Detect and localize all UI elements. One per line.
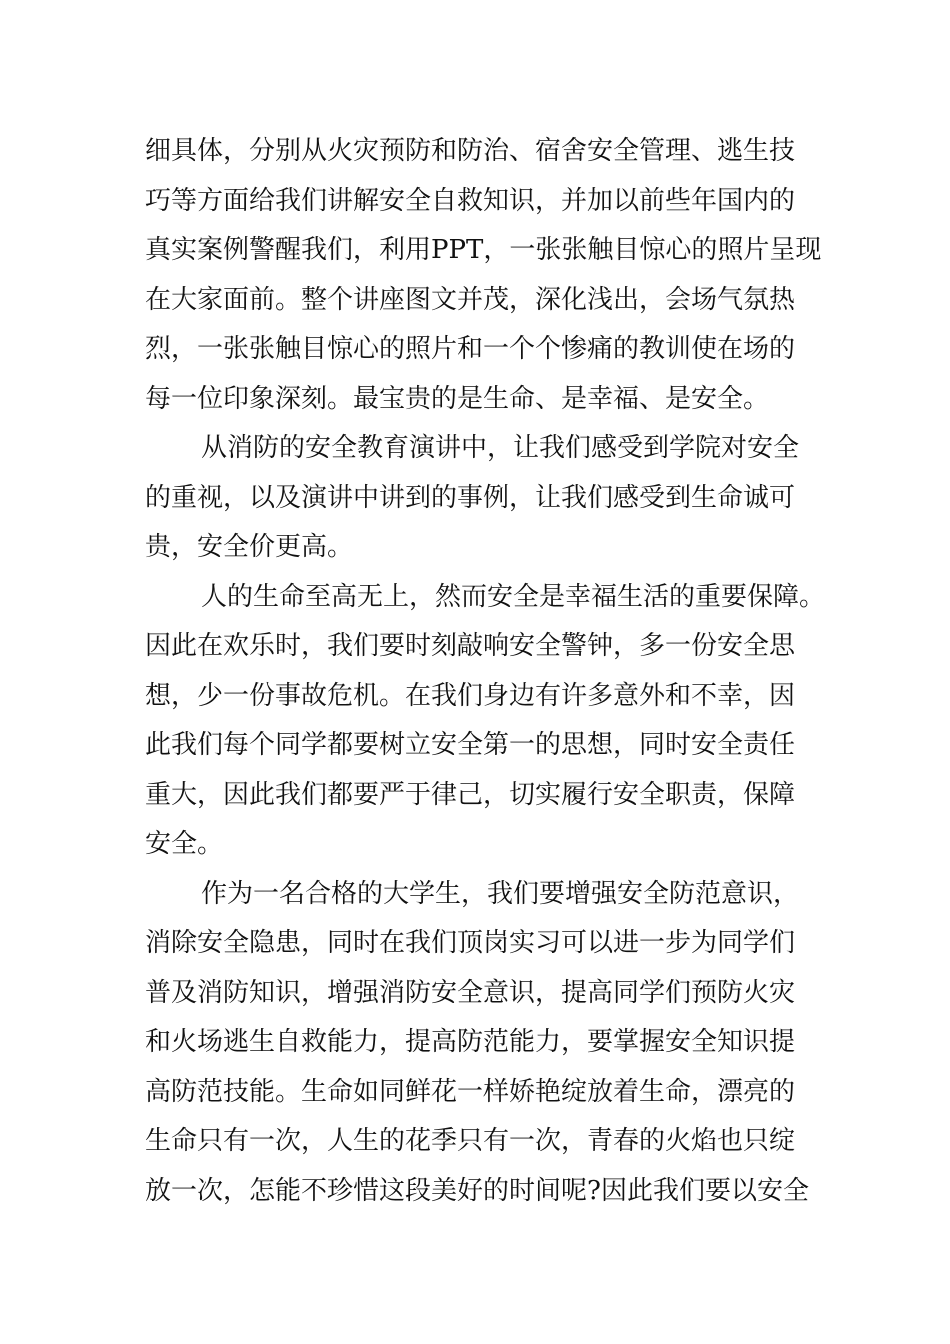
paragraph-2	[145, 424, 817, 573]
text-line: 此我们每个同学都要树立安全第一的思想，同时安全责任	[145, 730, 796, 760]
text-line: 想，少一份事故危机。在我们身边有许多意外和不幸，因	[145, 680, 796, 711]
text-line: 和火场逃生自救能力，提高防范能力，要掌握安全知识提	[145, 1027, 796, 1057]
text-line: 作为一名合格的大学生，我们要增强安全防范意识，	[201, 878, 800, 909]
text-line: 在大家面前。整个讲座图文并茂，深化浅出，会场气氛热	[145, 284, 796, 315]
text-line: 人的生命至高无上，然而安全是幸福生活的重要保障。	[201, 581, 826, 612]
text-line: 真实案例警醒我们，利用PPT，一张张触目惊心的照片呈现	[145, 235, 822, 265]
document-body	[145, 127, 826, 1216]
text-line: 普及消防知识，增强消防安全意识，提高同学们预防火灾	[145, 977, 796, 1008]
text-line: 的重视，以及演讲中讲到的事例，让我们感受到生命诚可	[145, 482, 796, 513]
paragraph-4	[145, 870, 817, 1217]
text-line: 安全。	[145, 829, 224, 859]
paragraph-1	[145, 127, 822, 424]
text-line: 每一位印象深刻。最宝贵的是生命、是幸福、是安全。	[145, 383, 770, 414]
text-line: 重大，因此我们都要严于律己，切实履行安全职责，保障	[145, 779, 796, 810]
text-line: 生命只有一次，人生的花季只有一次，青春的火焰也只绽	[145, 1126, 796, 1156]
text-line: 细具体，分别从火灾预防和防治、宿舍安全管理、逃生技	[145, 136, 796, 166]
text-line: 从消防的安全教育演讲中，让我们感受到学院对安全	[201, 433, 800, 463]
text-line: 烈，一张张触目惊心的照片和一个个惨痛的教训使在场的	[145, 334, 796, 364]
text-line: 因此在欢乐时，我们要时刻敲响安全警钟，多一份安全思	[145, 631, 796, 661]
text-line: 放一次，怎能不珍惜这段美好的时间呢?因此我们要以安全	[145, 1175, 809, 1206]
paragraph-3	[145, 573, 826, 870]
text-line: 巧等方面给我们讲解安全自救知识，并加以前些年国内的	[145, 185, 796, 216]
text-line: 消除安全隐患，同时在我们顶岗实习可以进一步为同学们	[145, 928, 796, 958]
text-line: 贵，安全价更高。	[145, 532, 354, 562]
text-line: 高防范技能。生命如同鲜花一样娇艳绽放着生命，漂亮的	[145, 1076, 796, 1107]
